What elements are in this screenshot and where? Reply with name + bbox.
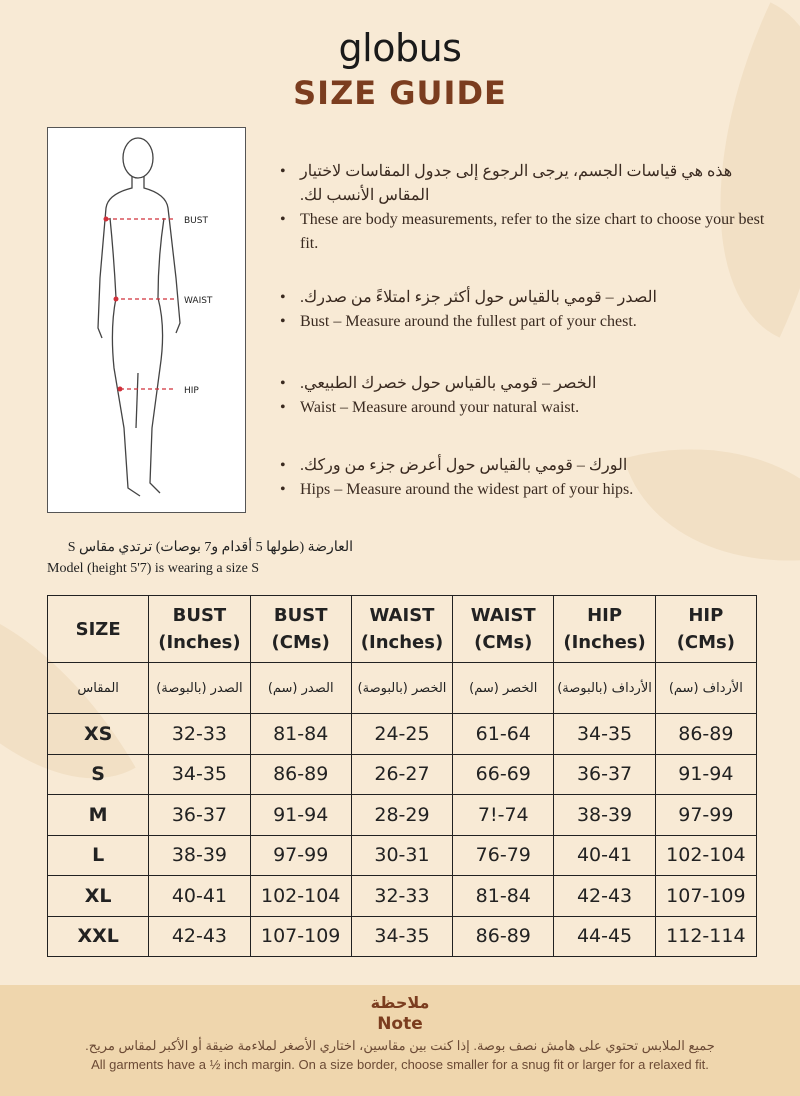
column-header [453,596,554,663]
measurement-cell: 66-69 [453,754,554,795]
table-row [48,714,757,755]
size-cell: S [48,754,149,795]
measurement-cell: 34-35 [554,714,655,755]
instruction-en: • Hips – Measure around the widest part of your hips. [280,478,780,502]
size-cell: XS [48,714,149,755]
measurement-cell: 32-33 [351,876,452,917]
column-header-text: SIZE [75,618,121,640]
column-header [48,596,149,663]
table-row [48,835,757,876]
measurement-cell: 40-41 [149,876,250,917]
measurement-cell: 102-104 [655,835,756,876]
instruction-hips [280,454,780,502]
instruction-en: • Waist – Measure around your natural waist. [280,396,780,420]
measurement-cell: 24-25 [351,714,452,755]
column-header-text: HIP [688,605,724,626]
measurement-cell: 7!-74 [453,795,554,836]
column-header-ar: الصدر (سم) [250,663,351,714]
measurement-cell: 38-39 [554,795,655,836]
column-header-ar: الأرداف (بالبوصة) [554,663,655,714]
measurement-cell: 42-43 [149,916,250,957]
table-row [48,754,757,795]
column-header-ar: الخصر (سم) [453,663,554,714]
measurement-cell: 40-41 [554,835,655,876]
measurement-cell: 36-37 [149,795,250,836]
measurement-cell: 81-84 [453,876,554,917]
size-cell: XXL [48,916,149,957]
column-header-ar: الصدر (بالبوصة) [149,663,250,714]
measurement-cell: 86-89 [453,916,554,957]
column-header-text: (Inches) [360,632,444,653]
table-row [48,795,757,836]
measurement-cell: 38-39 [149,835,250,876]
column-header-text: (CMs) [271,632,330,653]
column-header-ar: الخصر (بالبوصة) [351,663,452,714]
column-header [655,596,756,663]
brand-logo: globus [338,26,462,70]
body-outline-icon [48,128,247,514]
page-title: SIZE GUIDE [293,74,507,112]
column-header [351,596,452,663]
note-title-ar: ملاحظة [370,993,430,1012]
column-header-text: BUST [172,605,227,626]
note-title: Note [377,1014,423,1034]
header-row [48,596,757,663]
measurement-cell: 91-94 [250,795,351,836]
model-info-ar: العارضة (طولها 5 أقدام و7 بوصات) ترتدي مقاس S [67,540,353,555]
measurement-cell: 86-89 [250,754,351,795]
measurement-cell: 30-31 [351,835,452,876]
instruction-waist [280,372,780,420]
measurement-cell: 32-33 [149,714,250,755]
measurement-cell: 112-114 [655,916,756,957]
measurement-cell: 26-27 [351,754,452,795]
model-info [47,537,353,579]
body-measurement-figure [47,127,246,513]
model-info-en: Model (height 5'7) is wearing a size S [47,561,260,576]
instruction-ar: • الصدر – قومي بالقياس حول أكثر جزء امتلاءً من صدرك. [280,286,780,310]
instruction-en: • These are body measurements, refer to the size chart to choose your best fit. [280,208,780,256]
instruction-ar: • الورك – قومي بالقياس حول أعرض جزء من وركك. [280,454,780,478]
figure-label-hip: HIP [184,386,199,396]
size-chart-table [47,595,757,957]
column-header [149,596,250,663]
column-header-text: (CMs) [474,632,533,653]
column-header-text: HIP [587,605,623,626]
column-header [250,596,351,663]
size-cell: XL [48,876,149,917]
size-cell: M [48,795,149,836]
column-header-ar: الأرداف (سم) [655,663,756,714]
measurement-cell: 102-104 [250,876,351,917]
instruction-ar: • الخصر – قومي بالقياس حول خصرك الطبيعي. [280,372,780,396]
figure-label-bust: BUST [184,216,208,226]
measurement-cell: 44-45 [554,916,655,957]
measurement-cell: 76-79 [453,835,554,876]
measurement-cell: 86-89 [655,714,756,755]
measurement-cell: 81-84 [250,714,351,755]
measurement-cell: 107-109 [655,876,756,917]
table-row [48,916,757,957]
size-cell: L [48,835,149,876]
measurement-cell: 36-37 [554,754,655,795]
instruction-ar: • هذه هي قياسات الجسم، يرجى الرجوع إلى جدول المقاسات لاختيار المقاس الأنسب لك. [280,160,780,208]
column-header-text: (Inches) [563,632,646,653]
measurement-cell: 42-43 [554,876,655,917]
measurement-cell: 97-99 [250,835,351,876]
column-header-text: (CMs) [676,632,735,653]
measurement-cell: 91-94 [655,754,756,795]
note-text: All garments have a ½ inch margin. On a size border, choose smaller for a snug fit or larger for a relaxed fit. [91,1057,709,1072]
measurement-cell: 107-109 [250,916,351,957]
measurement-cell: 34-35 [351,916,452,957]
measurement-cell: 97-99 [655,795,756,836]
table-row [48,876,757,917]
column-header-ar: المقاس [48,663,149,714]
column-header-text: BUST [273,605,328,626]
header-row-arabic [48,663,757,714]
note-section [0,985,800,1096]
column-header-text: (Inches) [158,632,241,653]
note-text-ar: جميع الملابس تحتوي على هامش نصف بوصة. إذا كنت بين مقاسين، اختاري الأصغر لملاءمة ضيقة أو الأكبر لمقاس مريح. [85,1038,715,1053]
measurement-cell: 61-64 [453,714,554,755]
measurement-cell: 28-29 [351,795,452,836]
column-header-text: WAIST [369,605,435,626]
column-header-text: WAIST [470,605,536,626]
measurement-cell: 34-35 [149,754,250,795]
column-header [554,596,655,663]
instructions-list [280,0,780,530]
instruction-en: • Bust – Measure around the fullest part of your chest. [280,310,780,334]
instruction-bust [280,286,780,334]
instruction-general [280,160,780,256]
figure-label-waist: WAIST [184,296,213,306]
